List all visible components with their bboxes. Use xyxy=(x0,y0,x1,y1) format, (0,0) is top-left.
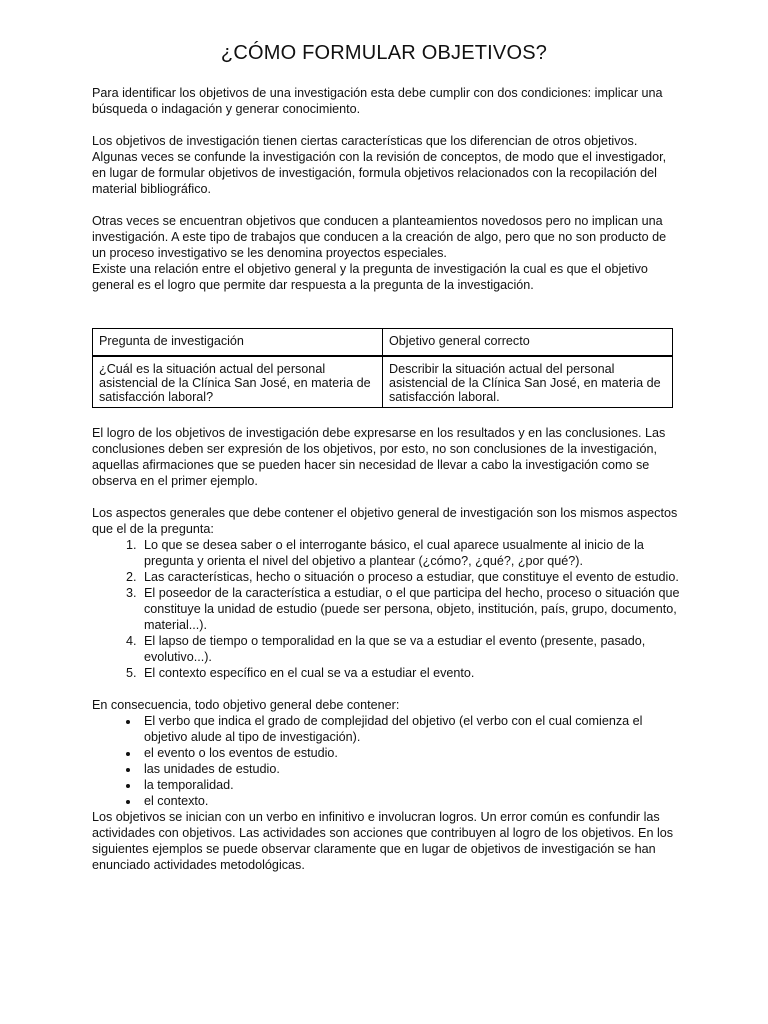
table-header-cell: Pregunta de investigación xyxy=(93,329,383,357)
list-item: • las unidades de estudio. xyxy=(140,761,682,777)
list-item: • el evento o los eventos de estudio. xyxy=(140,745,682,761)
list-item: 4. El lapso de tiempo o temporalidad en la que se va a estudiar el evento (presente, pasado, evolutivo...). xyxy=(140,633,682,665)
table-header-row xyxy=(93,329,673,357)
paragraph-characteristics: Los objetivos de investigación tienen ciertas características que los diferencian de otros objetivos. Algunas veces se confunde la investigación con la revisión de conceptos, de modo que el investigador, en lugar de formular objetivos de investigación, formula objetivos relacionados con la recopilación del material bibliográfico. xyxy=(92,134,667,196)
list-item: • la temporalidad. xyxy=(140,777,682,793)
list-item: 1. Lo que se desea saber o el interrogante básico, el cual aparece usualmente al inicio de la pregunta y orienta el nivel del objetivo a plantear (¿cómo?, ¿qué?, ¿por qué?). xyxy=(140,537,682,569)
list-item: 5. El contexto específico en el cual se va a estudiar el evento. xyxy=(140,665,682,681)
requirements-bullet-list xyxy=(92,713,682,809)
table-cell-objective: Describir la situación actual del personal asistencial de la Clínica San José, en materia de satisfacción laboral. xyxy=(383,356,673,408)
table-cell-question: ¿Cuál es la situación actual del personal asistencial de la Clínica San José, en materia de satisfacción laboral? xyxy=(93,356,383,408)
paragraph-intro: Para identificar los objetivos de una investigación esta debe cumplir con dos condiciones: implicar una búsqueda o indagación y generar conocimiento. xyxy=(92,86,663,116)
table-header-cell: Objetivo general correcto xyxy=(383,329,673,357)
paragraph-activities: Los objetivos se inician con un verbo en infinitivo e involucran logros. Un error común es confundir las actividades con objetivos. Las actividades son acciones que contribuyen al logro de los objetivos. En los siguientes ejemplos se puede observar claramente que en lugar de objetivos de investigación se han enunciado actividades metodológicas. xyxy=(92,810,674,872)
example-table xyxy=(92,328,673,408)
page-title: ¿CÓMO FORMULAR OBJETIVOS? xyxy=(220,42,548,64)
list-item: • el contexto. xyxy=(140,793,682,809)
table-row xyxy=(93,356,673,408)
aspects-numbered-list xyxy=(92,537,682,681)
paragraph-relation: Existe una relación entre el objetivo general y la pregunta de investigación la cual es que el objetivo general es el logro que permite dar respuesta a la pregunta de la investigación. xyxy=(92,262,648,292)
list-item: 2. Las características, hecho o situación o proceso a estudiar, que constituye el evento de estudio. xyxy=(140,569,682,585)
paragraph-conclusions: El logro de los objetivos de investigación debe expresarse en los resultados y en las conclusiones. Las conclusiones deben ser expresión de los objetivos, por esto, no son conclusiones de la investigación, aquellas afirmaciones que se pueden hacer sin necesidad de llevar a cabo la investigación como se observa en el primer ejemplo. xyxy=(92,426,666,488)
list-item: 3. El poseedor de la característica a estudiar, o el que participa del hecho, proceso o situación que constituye la unidad de estudio (puede ser persona, objeto, institución, país, grupo, documento, material...). xyxy=(140,585,682,633)
list-item: • El verbo que indica el grado de complejidad del objetivo (el verbo con el cual comienza el objetivo alude al tipo de investigación). xyxy=(140,713,682,745)
paragraph-aspects: Los aspectos generales que debe contener el objetivo general de investigación son los mismos aspectos que el de la pregunta: xyxy=(92,506,678,536)
document-body xyxy=(92,85,682,873)
paragraph-special-projects: Otras veces se encuentran objetivos que conducen a planteamientos novedosos pero no implican una investigación. A este tipo de trabajos que conducen a la creación de algo, pero que no son producto de un proceso investigativo se les denomina proyectos especiales. xyxy=(92,214,667,260)
paragraph-consequence: En consecuencia, todo objetivo general debe contener: xyxy=(92,698,400,712)
